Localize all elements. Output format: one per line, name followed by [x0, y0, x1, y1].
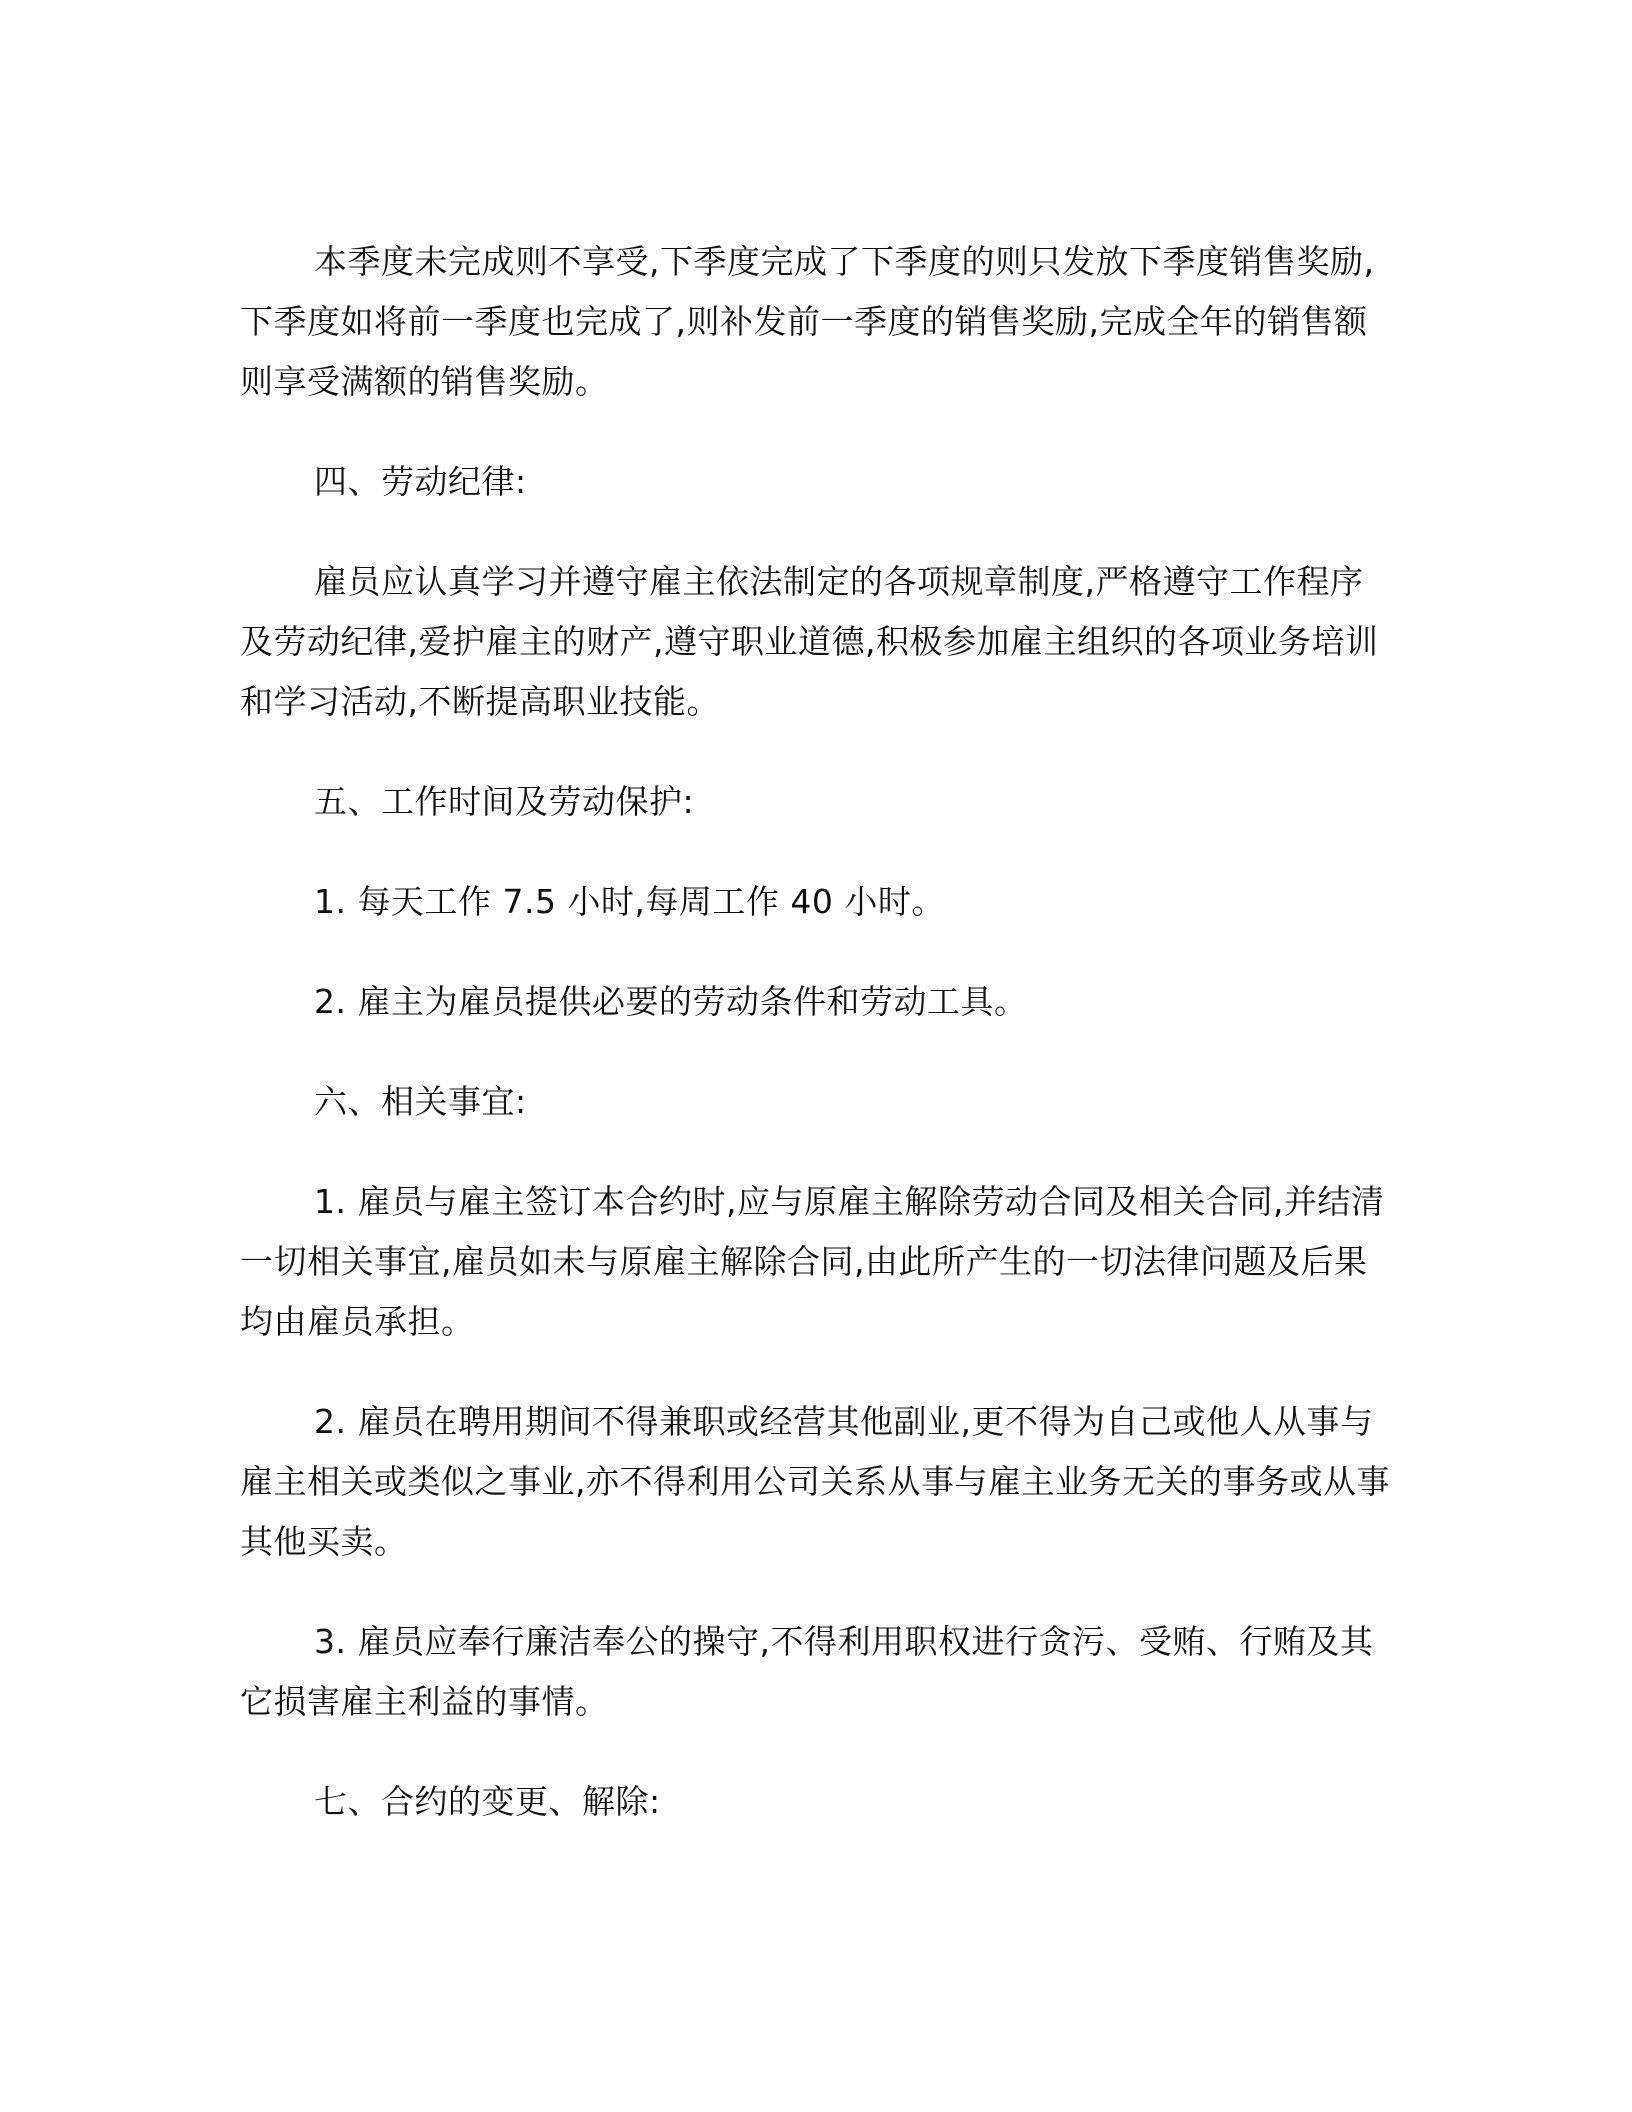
list-item-related-matters-3: 3. 雇员应奉行廉洁奉公的操守,不得利用职权进行贪污、受贿、行贿及其它损害雇主利益的事情。: [240, 1622, 1374, 1721]
section-heading-contract-change: 七、合约的变更、解除:: [314, 1782, 661, 1821]
section-heading-related-matters: 六、相关事宜:: [314, 1082, 527, 1121]
document-body: [240, 232, 1396, 1872]
list-item-related-matters-2: 2. 雇员在聘用期间不得兼职或经营其他副业,更不得为自己或他人从事与雇主相关或类似之事业,亦不得利用公司关系从事与雇主业务无关的事务或从事其他买卖。: [240, 1402, 1390, 1561]
paragraph-sales-bonus: 本季度未完成则不享受,下季度完成了下季度的则只发放下季度销售奖励,下季度如将前一季度也完成了,则补发前一季度的销售奖励,完成全年的销售额则享受满额的销售奖励。: [240, 242, 1375, 401]
paragraph-labor-discipline: 雇员应认真学习并遵守雇主依法制定的各项规章制度,严格遵守工作程序及劳动纪律,爱护雇主的财产,遵守职业道德,积极参加雇主组织的各项业务培训和学习活动,不断提高职业技能。: [240, 562, 1379, 721]
list-item-working-hours-1: 1. 每天工作 7.5 小时,每周工作 40 小时。: [314, 882, 945, 921]
list-item-related-matters-1: 1. 雇员与雇主签订本合约时,应与原雇主解除劳动合同及相关合同,并结清一切相关事宜,雇员如未与原雇主解除合同,由此所产生的一切法律问题及后果均由雇员承担。: [240, 1182, 1385, 1341]
list-item-working-hours-2: 2. 雇主为雇员提供必要的劳动条件和劳动工具。: [314, 982, 1028, 1021]
section-heading-working-hours: 五、工作时间及劳动保护:: [314, 782, 695, 821]
section-heading-labor-discipline: 四、劳动纪律:: [314, 462, 527, 501]
